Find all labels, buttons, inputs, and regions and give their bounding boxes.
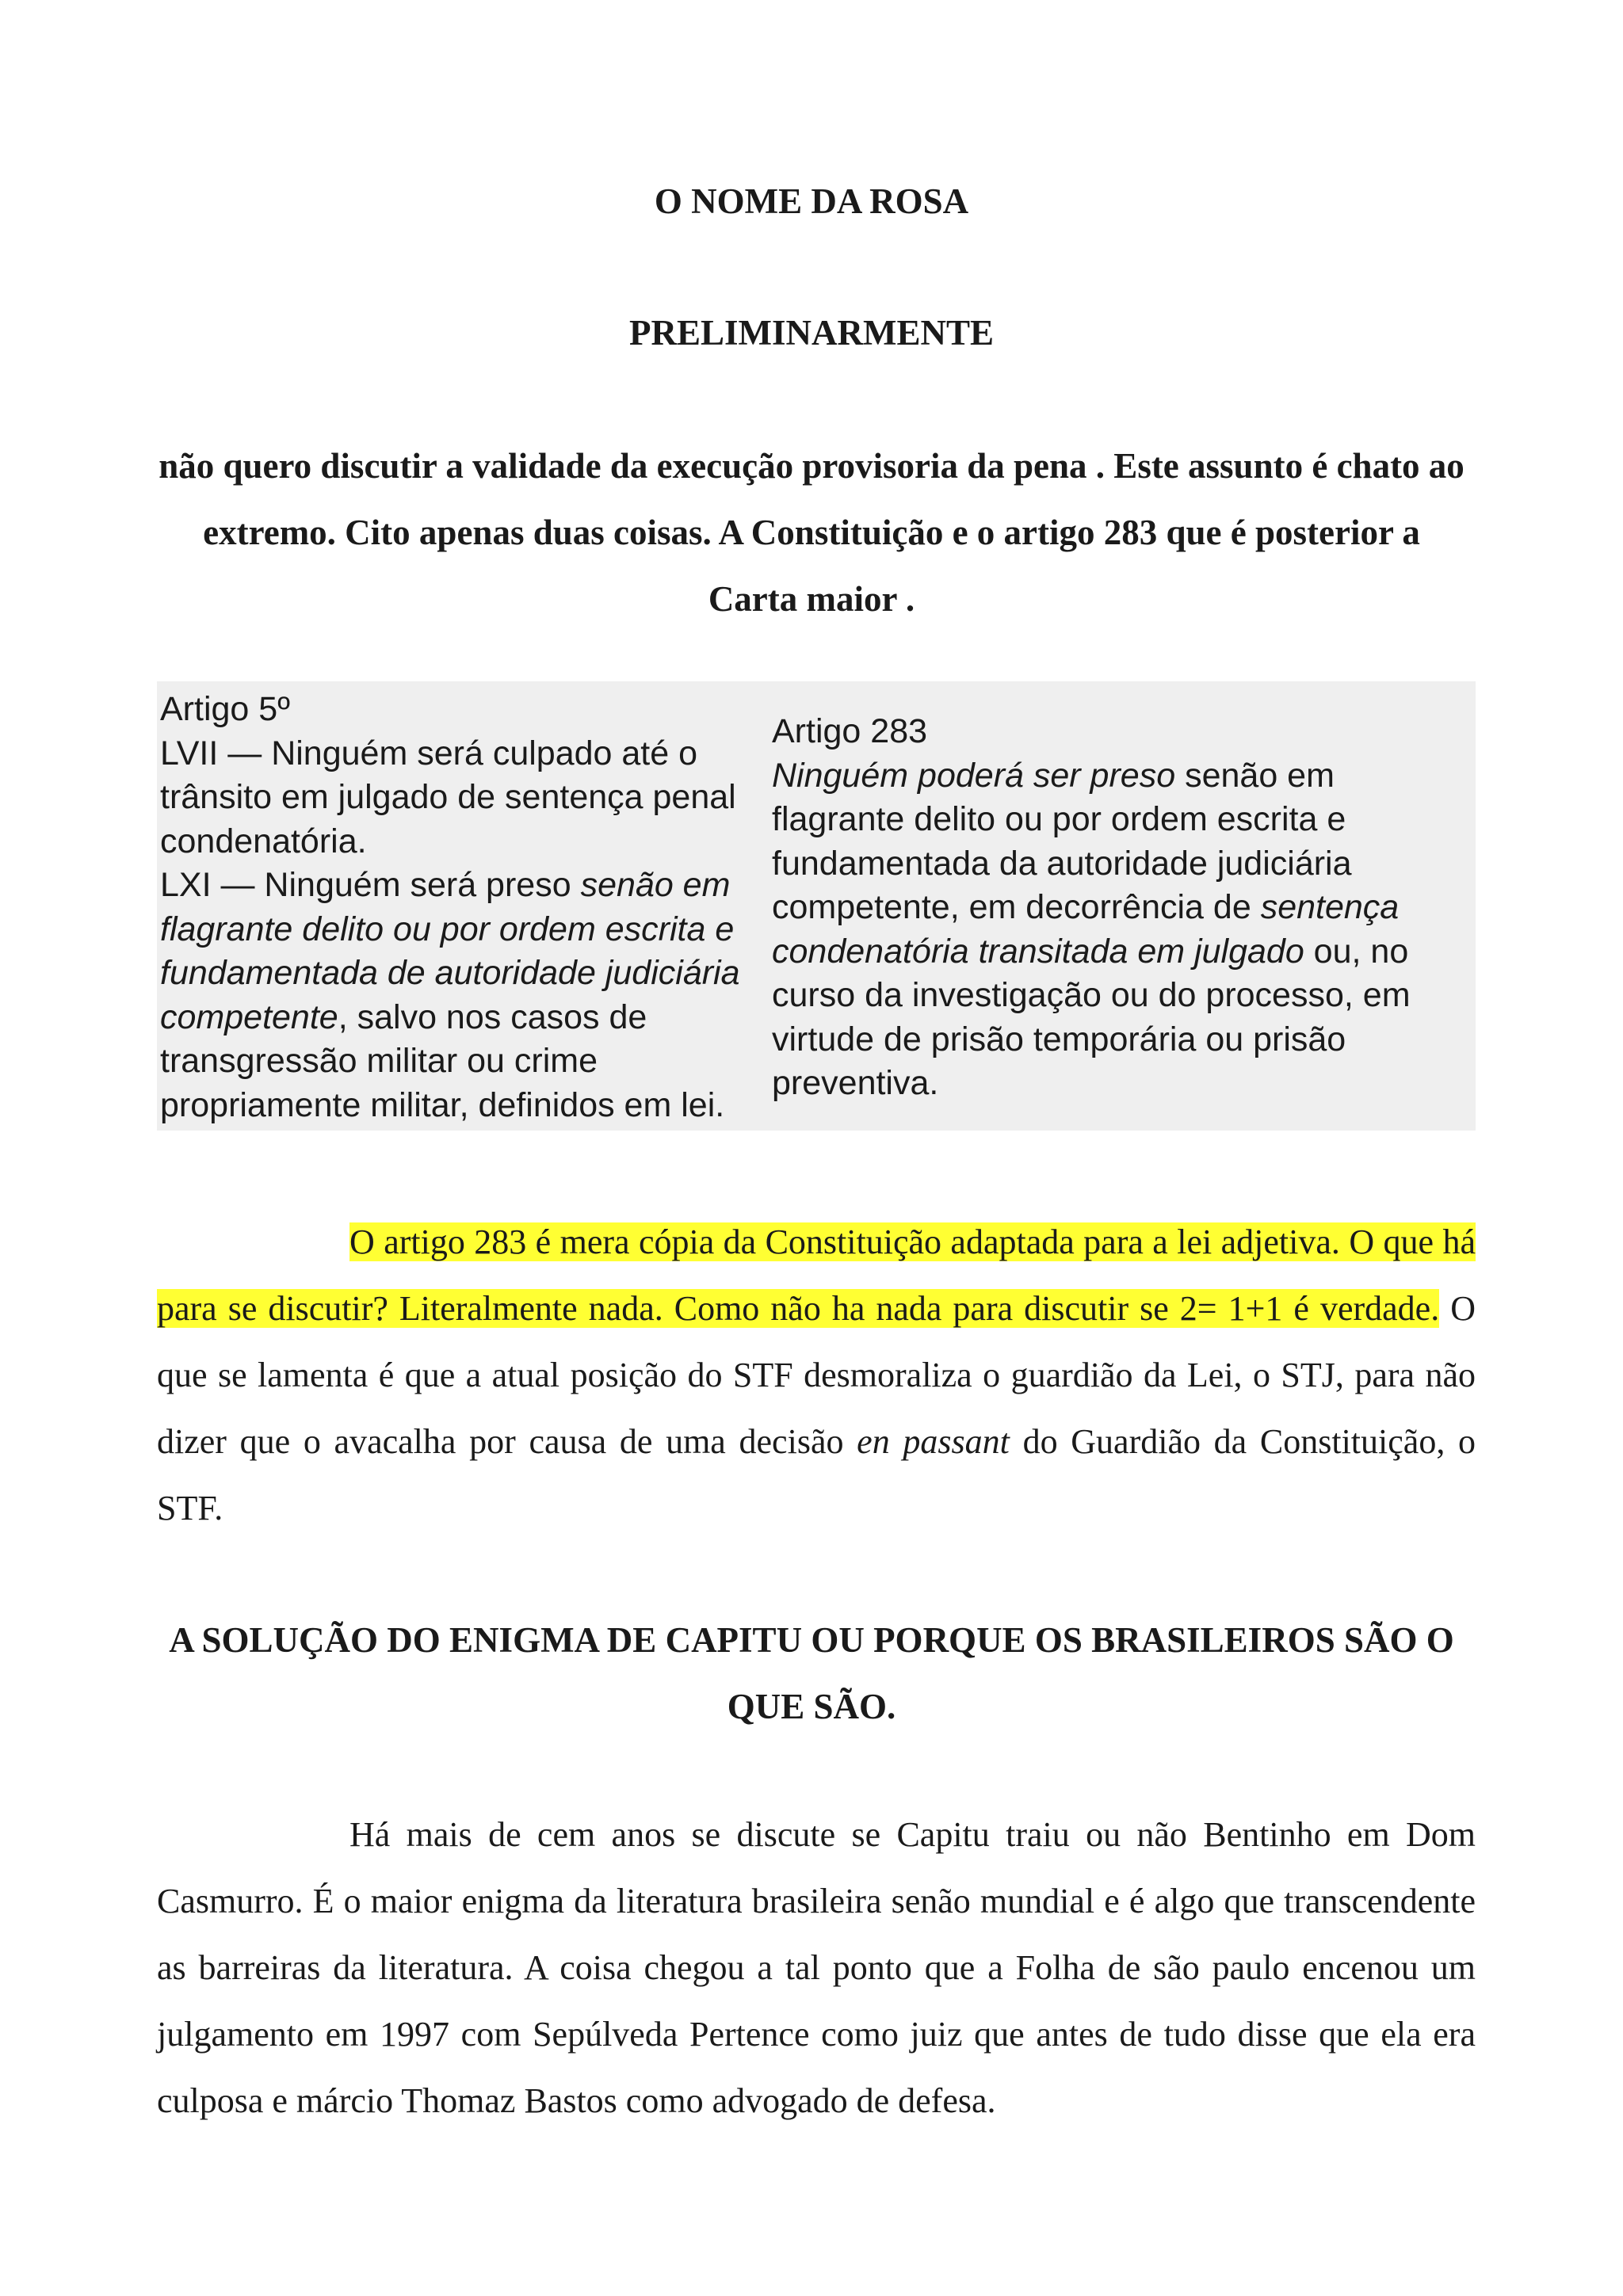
clause-lxi-suffix: , salvo nos casos de transgressão militar ou crime propriamente militar, definidos em lei.	[160, 997, 725, 1124]
constitution-article-heading: Artigo 5º	[160, 690, 290, 728]
preliminary-heading: PRELIMINARMENTE	[628, 313, 995, 353]
body-paragraph-capitu	[157, 1802, 1476, 2134]
article-283-text-1: senão em flagrante delito ou por ordem escrita e fundamentada da autoridade judiciária competente, em decorrência de	[772, 756, 1352, 926]
paragraph-text-1: O que se lamenta é que a atual posição do STF desmoraliza o guardião da Lei, o STJ, para não dizer que o avacalha por causa de uma decisão	[157, 1289, 1476, 1461]
highlighted-text: O artigo 283 é mera cópia da Constituição adaptada para a lei adjetiva. O que há para se discutir? Literalmente nada. Como não ha nada para discutir se 2= 1+1 é verdade.	[157, 1222, 1476, 1328]
constitution-clause-lxi	[160, 864, 770, 1127]
paragraph-text-2: do Guardião da Constituição, o STF.	[157, 1422, 1476, 1527]
body-paragraph-article-283	[157, 1209, 1476, 1542]
constitution-article-column	[160, 688, 770, 1127]
article-283-heading: Artigo 283	[772, 712, 928, 750]
clause-lxi-italic: senão em flagrante delito ou por ordem escrita e fundamentada de autoridade judiciária competente	[160, 866, 740, 1036]
intro-paragraph: não quero discutir a validade da execução provisoria da pena . Este assunto é chato ao extremo. Cito apenas duas coisas. A Constituição e o artigo 283 que é posterior a Carta maior .	[158, 446, 1465, 619]
article-283-text	[772, 754, 1469, 1106]
capitu-paragraph-text: Há mais de cem anos se discute se Capitu traiu ou não Bentinho em Dom Casmurro. É o maior enigma da literatura brasileira senão mundial e é algo que transcendente as barreiras da literatura. A coisa chegou a tal ponto que a Folha de são paulo encenou um julgamento em 1997 com Sepúlveda Pertence como juiz que antes de tudo disse que ela era culposa e márcio Thomaz Bastos como advogado de defesa.	[157, 1815, 1476, 2120]
article-283-italic-1: Ninguém poderá ser preso	[772, 756, 1176, 795]
clause-lxi-prefix: LXI — Ninguém será preso	[160, 866, 581, 904]
paragraph-italic-phrase: en passant	[857, 1422, 1010, 1461]
capitu-section-heading: A SOLUÇÃO DO ENIGMA DE CAPITU OU PORQUE OS BRASILEIROS SÃO O QUE SÃO.	[169, 1620, 1454, 1726]
document-title: O NOME DA ROSA	[654, 181, 969, 221]
article-283-column	[772, 710, 1469, 1106]
article-283-italic-2: sentença condenatória transitada em julgado	[772, 888, 1400, 971]
article-283-text-2: ou, no curso da investigação ou do processo, em virtude de prisão temporária ou prisão preventiva.	[772, 932, 1411, 1102]
law-comparison-box	[157, 681, 1476, 1131]
constitution-clause-lvii: LVII — Ninguém será culpado até o trânsito em julgado de sentença penal condenatória.	[160, 734, 736, 860]
